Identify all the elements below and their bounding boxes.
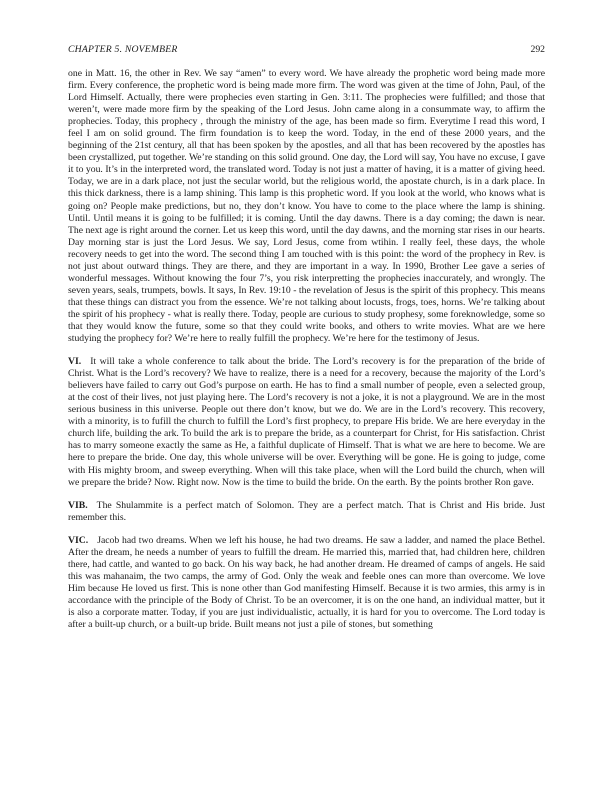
paragraph-label: VIC. xyxy=(68,534,89,546)
page-number: 292 xyxy=(530,44,545,55)
paragraph: VIC. Jacob had two dreams. When we left his house, he had two dreams. He saw a ladder, and named the place Bethel. After the dream, he needs a number of years to fulfill the dream. He married this, married that, had children here, children there, had cattle, and wanted to go back. On his way back, he had another dream. He dreamed of camps of angels. He said this was mahanaim, the two camps, the army of God. Only the weak and feeble ones can more than overcome. We love Him because He loved us first. This is none other than God manifesting Himself. Because it is two armies, this army is in accordance with the principle of the Body of Christ. To be an overcomer, it is on the one hand, an individual matter, but it is also a corporate matter. Today, if you are just individualistic, actually, it is hard for you to overcome. The Lord today is after a built-up church, or a built-up bride. Built means not just a pile of stones, but something xyxy=(68,534,545,631)
paragraph: VIB. The Shulammite is a perfect match of Solomon. They are a perfect match. That is Christ and His bride. Just remember this. xyxy=(68,499,545,523)
paragraph-label: VIB. xyxy=(68,499,88,511)
paragraph: VI. It will take a whole conference to talk about the bride. The Lord’s recovery is for the preparation of the bride of Christ. What is the Lord’s recovery? We have to realize, there is a need for a recovery, because the majority of the Lord’s believers have failed to carry out God’s purpose on earth. He has to find a small number of people, even a selected group, at the cost of their lives, not just playing here. The Lord’s recovery is not a joke, it is not a playground. We are in the most serious business in this universe. People out there don’t know, but we do. We are in the Lord’s recovery. This recovery, with a minority, is to fufill the church to fulfill the Lord’s first prophecy, to prepare His bride. We are here everyday in the church life, building the ark. To build the ark is to prepare the bride, as a counterpart for Christ, for His satisfaction. Christ has to marry someone exactly the same as He, a faithful duplicate of Himself. That is what we are here to become. We are here to prepare the bride. One day, this whole universe will be over. Everything will be gone. He is going to judge, come with His mighty broom, and sweep everything. When will this take place, when will the Lord build the church, when will we prepare the bride? Now. Right now. Now is the time to build the bride. On the earth. By the points brother Ron gave. xyxy=(68,356,545,488)
paragraph-label: VI. xyxy=(68,356,82,368)
page-header xyxy=(68,44,545,56)
page-body xyxy=(68,68,545,631)
paragraph: one in Matt. 16, the other in Rev. We say “amen” to every word. We have already the prophetic word being made more firm. Every conference, the prophetic word is being made more firm. The word was given at the time of John, Paul, of the Lord Himself. Actually, there were prophecies even starting in Gen. 3:11. The prophecies were fulfilled; and those that weren’t, were made more firm by the speaking of the Lord Jesus. John came along in a consummate way, to affirm the prophecies. Today, this prophecy , through the ministry of the age, has been made so firm. Everytime I read this word, I feel I am on solid ground. The firm foundation is to keep the word. Today, in the end of these 2000 years, and the beginning of the 21st century, all that has been spoken by the apostles, and all that has been recovered by the apostles has been crystallized, put together. We’re standing on this solid ground. One day, the Lord will say, You have no excuse, I gave it to you. It’s in the interpreted word, the translated word. Today is not just a matter of having, it is a matter of giving heed. Today, we are in a dark place, not just the secular world, but the religious world, the apostate church, is in a dark place. In this thick darkness, there is a lamp shining. This lamp is this prophetic word. If you look at the world, who knows what is going on? People make predictions, but no, they don’t know. You have to come to the place where the lamp is shining. Until. Until means it is going to be fulfilled; it is coming. Until the day dawns. There is a day coming; the dawn is near. The next age is right around the corner. Let us keep this word, until the day dawns, and the morning star rises in our hearts. Day morning star is just the Lord Jesus. We say, Lord Jesus, come from wtihin. I really feel, these days, the whole recovery needs to get into the word. The second thing I am touched with is this point: the word of the prophecy in Rev. is not just about outward things. They are there, and they are important in a way. In 1990, Brother Lee gave a series of wonderful messages. Without knowing the four 7’s, you risk interpretting the prophecies inaccurately, and wrongly. The seven years, seals, trumpets, bowls. It says, In Rev. 19:10 - the revelation of Jesus is the spirit of this prophecy. This means that these things can distract you from the essence. We’re not talking about locusts, frogs, toes, horns. We’re talking about the spirit of his prophecy - what is really there. Today, people are curious to study prophesy, some foreknowledge, some so that they would know the future, some so that they could write books, and others to write movies. What are we here studying the prophecy for? We’re here to really fulfill the prophecy. We’re here for the testimony of Jesus. xyxy=(68,68,545,345)
running-head: CHAPTER 5. NOVEMBER xyxy=(68,44,178,55)
